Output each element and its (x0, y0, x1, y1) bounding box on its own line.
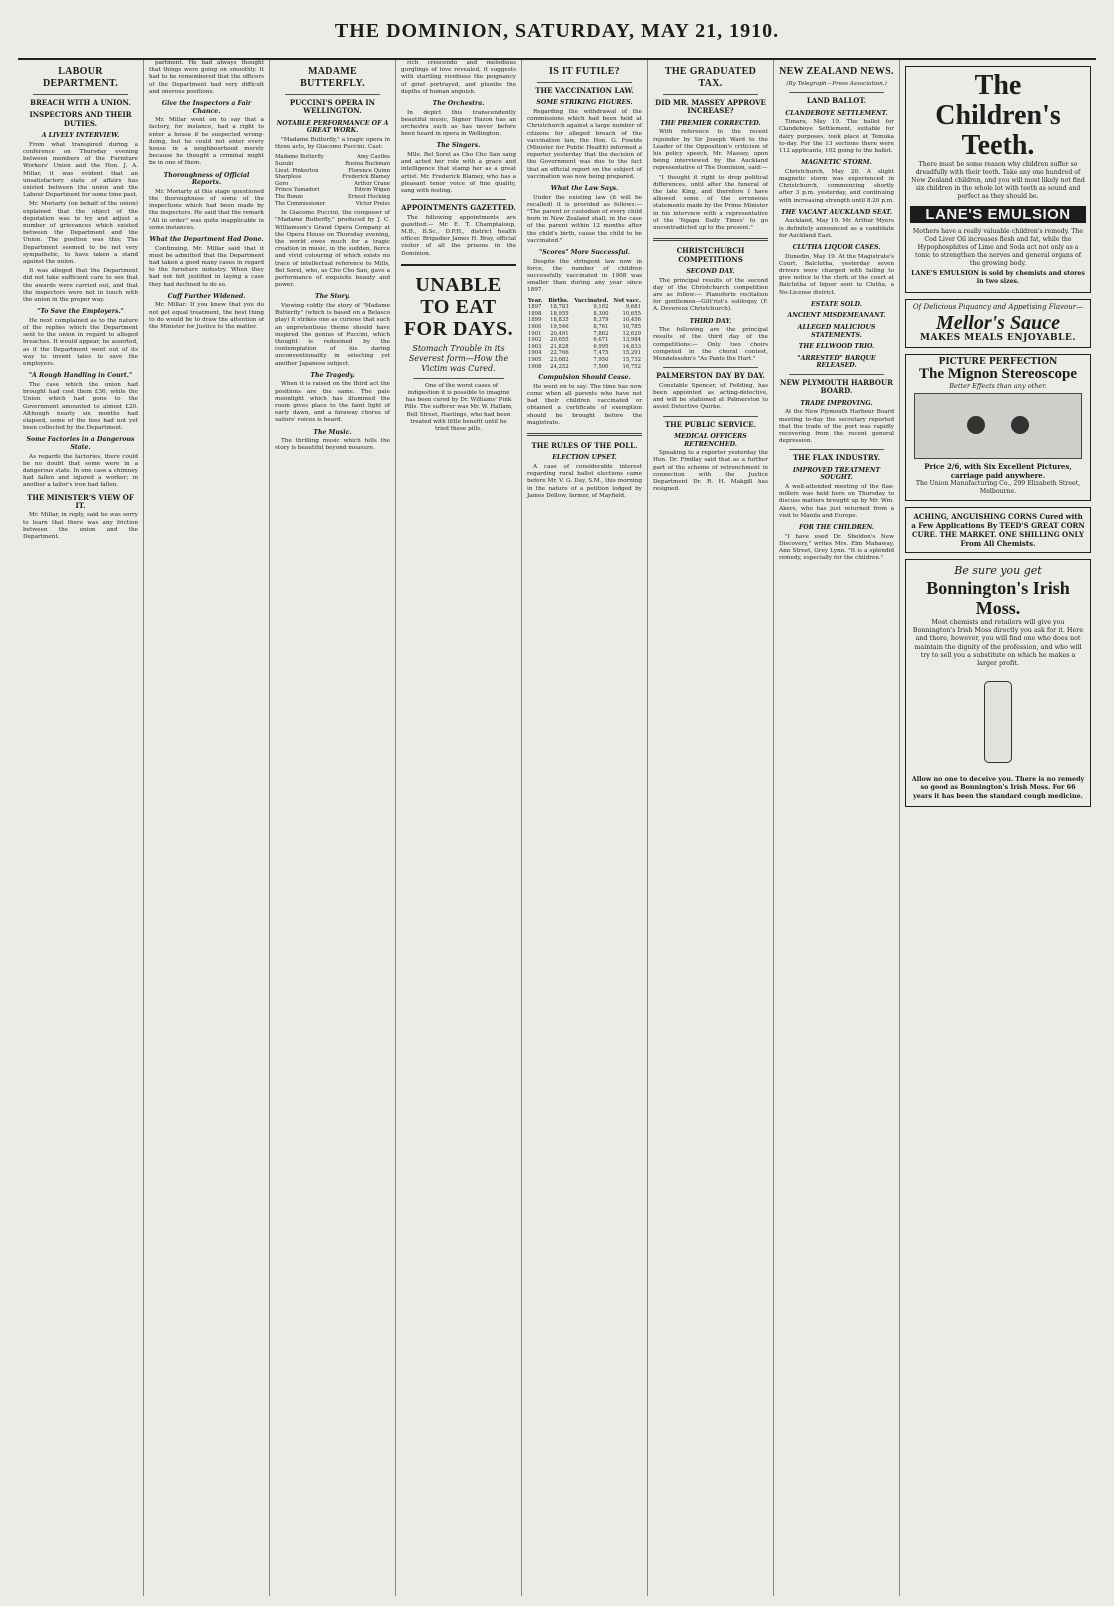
section-heading: LAND BALLOT. (806, 96, 867, 106)
table-cell: 14,833 (622, 343, 641, 350)
table-row (527, 311, 642, 318)
paragraph: A well-attended meeting of the flax-millers was held here on Thursday to discuss matters brought up by Mr. Wm. Akers, who has just returned from a visit to Manila and Europe. (779, 484, 894, 519)
cast-row: Goro Arthur Crane (275, 180, 390, 187)
paragraph: The thrilling music which tells the story is beautiful beyond measure. (275, 438, 390, 452)
table-row (527, 337, 642, 344)
paragraph: partment. He had always thought that things were going on smoothly. It had to be remembered that the officers of the Department had very difficult and onerous positions. (149, 60, 264, 95)
table-cell: 10,456 (622, 317, 641, 324)
table-cell: 1905 (528, 357, 542, 363)
headline-is-it-futile: IS IT FUTILE? (549, 66, 620, 77)
stereoscope-illustration (914, 393, 1082, 459)
table-cell: 24,252 (550, 363, 569, 370)
paragraph: Continuing, Mr. Millar said that it must be admitted that the Department had taken a good many cases in regard to the furniture industry. When they had not felt justified in laying a case they had declined to do so. (149, 245, 264, 288)
cast-row: The Commissioner Victor Preiss (275, 200, 390, 207)
byline: (By Telegraph—Press Association.) (786, 81, 887, 87)
ad-subhead: Stomach Trouble in its Severest form—How the Victim was Cured. (408, 343, 509, 373)
ad-headline: The Children's Teeth. (935, 70, 1061, 161)
lanes-emulsion-banner: LANE'S EMULSION (910, 206, 1086, 223)
paragraph: "Madame Butterfly," a tragic opera in three acts, by Giacomo Puccini. Cast: (275, 137, 390, 151)
section-heading: THE ELLWOOD TRIO. (798, 343, 875, 351)
table-cell: 10,655 (622, 310, 641, 317)
subhead: THE PREMIER CORRECTED. (660, 119, 761, 127)
advertisement-irish-moss (905, 559, 1091, 807)
bottle-illustration (916, 671, 1080, 771)
cast-row: Prince Yamadori Edwin Wigan (275, 187, 390, 194)
paragraph: A case of considerable interest regarding rural ballot elections came before Mr. V. G. Day, S.M., this morning in the nature of a petition lodged by James Dellow, farmer, of Mayfield. (527, 464, 642, 499)
table-cell: 20,491 (550, 330, 569, 337)
paragraph: As regards the factories, there could be no doubt that some were in a dangerous state. In one case a chimney had fallen and injured a worker; in another a tailor's iron had fallen. (23, 453, 138, 489)
divider (663, 367, 758, 368)
table-header-row: Year. Births. Vaccinated. Not vacc. (528, 297, 641, 304)
headline-graduated-tax: THE GRADUATED TAX. (664, 66, 757, 89)
section-heading: What the Law Says. (550, 185, 619, 193)
table-cell: 9,681 (625, 304, 641, 311)
ad-body: Mothers have a really valuable children's remedy. The Cod Liver Oil increases flesh and fat, while the Hypophosphites of Lime and Soda act not only as a tonic to strengthen the nerves and general organs of the growing body. (912, 228, 1084, 268)
subhead: THE VACCINATION LAW. (535, 86, 634, 95)
section-heading: FOR THE CHILDREN. (798, 524, 875, 532)
table-cell: 8,300 (593, 310, 609, 317)
paragraph: "I thought it right to drop political differences, until after the funeral of the late King, and therefore I have allowed some of the erroneous statements made by the Prime Minister in his interview with a representative of the 'Ngapu Daily Times' to go uncontradicted up to the present." (653, 174, 768, 232)
table-cell: 9,102 (593, 304, 609, 311)
section-heading: The Singers. (436, 142, 481, 150)
ad-brand: Bonnington's Irish Moss. (926, 578, 1070, 619)
section-heading: "A Rough Handling in Court." (28, 372, 133, 380)
section-heading: The Story. (315, 293, 350, 301)
headline-madame-butterfly: MADAME BUTTERFLY. (300, 66, 365, 89)
section-heading: CHRISTCHURCH COMPETITIONS (676, 246, 745, 264)
table-cell: 15,291 (622, 350, 641, 357)
paragraph: With reference to the recent rejoinder by Sir Joseph Ward to the Leader of the Opposition's criticism of his policy speech, Mr. Massey, upon being interviewed by the Auckland representative of The Dominion, said:— (653, 129, 768, 172)
table-cell: 7,862 (593, 330, 609, 337)
column-madame-butterfly (270, 60, 396, 1596)
ad-headline: UNABLE TO EAT FOR DAYS. (403, 273, 514, 340)
table-cell: 1904 (528, 350, 542, 357)
table-cell: 1902 (528, 337, 542, 344)
table-row (527, 344, 642, 351)
paragraph: When it is raised on the third act the positions are the same. The pale moonlight which has illumined the room gives place to the faint light of early dawn, and a faraway chorus of sailors' voices is heard. (275, 381, 390, 424)
table-row (527, 304, 642, 311)
table-cell: 18,955 (550, 310, 569, 317)
divider (33, 94, 128, 95)
table-cell: 15,732 (622, 357, 641, 363)
advertisement-corn-cure (905, 507, 1091, 553)
section-heading: CLUTHA LIQUOR CASES. (792, 244, 881, 252)
table-cell: 6,671 (593, 337, 609, 344)
table-cell: 7,950 (593, 357, 609, 363)
divider (789, 449, 884, 450)
subhead: TRADE IMPROVING. (800, 399, 873, 407)
divider (411, 199, 506, 200)
paragraph: Mr. Millar, in reply, said he was sorry to learn that there was any friction between the union and the Department. (23, 512, 138, 540)
divider (285, 94, 380, 95)
table-cell: 1899 (528, 317, 542, 324)
section-heading: ESTATE SOLD. (811, 300, 862, 308)
paragraph: Speaking to a reporter yesterday the Hon. Dr. Findlay said that as a further part of the scheme of retrenchment in connection with the Justice Department Dr. R. H. Makgill has resigned. (653, 450, 768, 493)
column-vaccination (522, 60, 648, 1596)
ad-brand: Mellor's Sauce (936, 312, 1060, 335)
section-heading: NEW PLYMOUTH HARBOUR BOARD. (780, 378, 893, 396)
paragraph: The following appointments are gazetted:— Mr. E. T. Champtaloup, M.B., B.Sc., D.P.H., district health officer. Brigadier James H. Bray, official visitor of all the prisons in the Dominion. (401, 214, 516, 257)
table-cell: 21,828 (550, 343, 569, 350)
section-heading: Thoroughness of Official Reports. (163, 171, 250, 187)
section-heading: The Music. (313, 428, 352, 436)
masthead (18, 4, 1096, 60)
table-cell: 1900 (528, 324, 542, 331)
lens-icon (1011, 416, 1029, 434)
subhead: THIRD DAY. (689, 317, 732, 325)
section-heading: MAGNETIC STORM. (801, 159, 872, 167)
section-heading: "Scores" More Successful. (538, 249, 631, 257)
table-cell: 12,629 (622, 330, 641, 337)
column-graduated-tax (648, 60, 774, 1596)
ad-brand: The Mignon Stereoscope (918, 365, 1078, 382)
cast-row: Lieut. Pinkerton Florence Quinn (275, 167, 390, 174)
cast-list (275, 154, 390, 207)
subhead: MEDICAL OFFICERS RETRENCHED. (674, 432, 747, 448)
divider (537, 82, 632, 83)
section-heading: THE RULES OF THE POLL. (531, 441, 638, 450)
paragraph: He went on to say: The time has now come when all parents who have not had their children vaccinated or obtained a certificate of exemption should be brought before the magistrate. (527, 383, 642, 426)
ad-tagline: Of Delicious Piquancy and Appetising Flavour— (912, 303, 1084, 312)
subhead: SOME STRIKING FIGURES. (536, 99, 633, 107)
table-cell: 8,761 (593, 324, 609, 331)
section-heading: THE PUBLIC SERVICE. (664, 419, 757, 429)
table-row (527, 364, 642, 371)
paragraph: Auckland, May 19. Mr. Arthur Myers is definitely announced as a candidate for Auckland East. (779, 218, 894, 239)
section-heading: What the Department Had Done. (149, 236, 264, 244)
ad-body: One of the worst cases of indigestion it is possible to imagine has been cured by Dr. Williams' Pink Pills. The sufferer was Mr. W. Hallam, Bell Street, Hastings, who had been treated with little benefit until he tried these pills. (404, 382, 513, 433)
section-heading: ALLEGED MALICIOUS STATEMENTS. (797, 324, 876, 339)
table-cell: 22,766 (550, 350, 569, 357)
advertisement-stereoscope (905, 354, 1091, 501)
paragraph: Mlle. Bel Sorel as Cho Cho San sang and acted her role with a grace and intelligence that stamp her as a great artist. Mr. Frederick Blamey, who has a pleasant tenor voice of fine quality, sang with feeling. (401, 152, 516, 195)
section-heading: The Tragedy. (310, 371, 355, 379)
section-heading: THE FLAX INDUSTRY. (792, 453, 881, 463)
paragraph: Mr. Millar: If you knew that you do not get equal treatment, the best thing to do would be to draw the attention of the Minister for Justice to the matter. (149, 302, 264, 331)
table-cell: 19,546 (550, 324, 569, 331)
divider (527, 433, 642, 436)
column-new-zealand-news (774, 60, 900, 1596)
section-heading: The Orchestra. (432, 100, 485, 108)
column-labour-continued (144, 60, 270, 1596)
advertisement-unable-to-eat (401, 264, 516, 443)
ad-body: There must be some reason why children suffer so dreadfully with their teeth. Take any one hundred of New Zealand children, and you will most likely not find six children in the whole lot with teeth as sound and perfect as they should be. (911, 161, 1085, 200)
table-row (527, 331, 642, 338)
advertisement-mellors-sauce (905, 299, 1091, 347)
divider (413, 378, 504, 379)
paragraph: Timaru, May 19. The ballot for Clandeboye Settlement, suitable for dairy purposes, took place at Temuka to-day. For the 13 sections there were 112 applicants, 102 going to the ballot. (779, 119, 894, 155)
paragraph: He next complained as to the nature of the replies which the Department sent to the union in regard to alleged breaches. It would appear, he asserted, as if the Department went out of its way to invent tales to save the employers. (23, 317, 138, 368)
table-cell: 18,835 (550, 317, 569, 324)
paragraph: Despite the stringent law now in force, the number of children successfully vaccinated in 1908 was smaller than during any year since 1897. (527, 258, 642, 294)
subhead: PUCCINI'S OPERA IN WELLINGTON. (289, 98, 376, 116)
cast-row: Suzuki Rosina Buckman (275, 161, 390, 167)
ad-price: Price 2/6, with Six Excellent Pictures, carriage paid anywhere. (924, 462, 1072, 481)
paragraph: Under the existing law (it will be recalled) it is provided as follows:— "The parent or custodian of every child born in New Zealand shall, in the case of the parent within 12 months after the child's birth, cause the child to be vaccinated." (527, 194, 642, 244)
paragraph: Mr. Moriarty at this stage questioned the thoroughness of some of the inspections which had been made by the inspectors. He said that the remark "All in order" was quite inapplicable in some instances. (149, 188, 264, 231)
table-cell: 1908 (528, 363, 542, 370)
paragraph: From what transpired during a conference on Thursday evening between members of the Furniture Workers' Union and the Hon. J. A. Millar, it was evident that an unsatisfactory state of affairs has existed between the union and the Labour Department for some time past. (23, 141, 138, 199)
table-cell: 13,984 (622, 337, 641, 344)
column-labour-department (18, 60, 144, 1596)
table-row (527, 350, 642, 357)
lens-icon (967, 416, 985, 434)
table-cell: 20,655 (550, 337, 569, 344)
ad-subhead: Better Effects than any other. (949, 381, 1047, 390)
table-cell: 23,682 (550, 357, 569, 363)
paragraph: Mr. Millar went on to say that a factory, for instance, had a right to enter a house if he suspected wrong-doing, but he could not enter every house in a neighbourhood merely because he thought a criminal might be in one of them. (149, 117, 264, 167)
headline-labour-department: LABOUR DEPARTMENT. (42, 66, 119, 89)
table-cell: 6,995 (593, 343, 609, 350)
column-butterfly-continued (396, 60, 522, 1596)
cast-row: The Bonze Ernest Hocking (275, 193, 390, 200)
divider (663, 416, 758, 417)
divider (653, 238, 768, 241)
paragraph: It was alleged that the Department did not take sufficient care to see that the awards were carried out, and that the inspectors were not in touch with the union in the proper way. (23, 268, 138, 304)
ad-tag: MAKES MEALS ENJOYABLE. (920, 333, 1076, 344)
section-heading: "To Save the Employers." (37, 308, 124, 316)
paragraph: At the New Plymouth Harbour Board meeting to-day the secretary reported that the trade of the port was rapidly recovering from the recent general depression. (779, 409, 894, 445)
table-cell: 18,783 (550, 304, 569, 311)
subhead: DID MR. MASSEY APPROVE INCREASE? (655, 98, 766, 116)
headline-new-zealand-news: NEW ZEALAND NEWS. (779, 66, 894, 77)
paragraph: Christchurch, May 20. A slight magnetic storm was experienced in Christchurch, commencing shortly after 3 p.m. yesterday, and continuing with increasing strength until 8.20 p.m. (779, 168, 894, 204)
section-heading: "ARRESTED" BARQUE RELEASED. (797, 354, 876, 370)
ad-maker: The Union Manufacturing Co., 299 Elizabeth Street, Melbourne. (915, 480, 1081, 496)
section-heading: Give the Inspectors a Fair Chance. (161, 100, 252, 115)
table-cell: 10,785 (622, 324, 641, 331)
subhead: BREACH WITH A UNION. (30, 98, 131, 107)
vaccination-table (527, 298, 642, 371)
subhead: CLANDEBOYE SETTLEMENT. (785, 109, 888, 117)
table-row (527, 317, 642, 324)
table-cell: 1898 (528, 310, 542, 317)
subhead: NOTABLE PERFORMANCE OF A GREAT WORK. (276, 119, 389, 135)
table-row (527, 324, 642, 331)
table-cell: 7,475 (593, 350, 609, 357)
ad-tagline: Be sure you get (954, 564, 1042, 578)
column-advertisements (900, 60, 1096, 1596)
section-heading: Some Factories in a Dangerous State. (26, 436, 135, 451)
table-cell: 7,500 (593, 363, 609, 370)
subhead: SECOND DAY. (686, 268, 735, 276)
bottle-icon (984, 681, 1012, 763)
section-heading: THE MINISTER'S VIEW OF IT. (27, 492, 134, 510)
paragraph: Regarding the withdrawal of the commissions which had been held at Christchurch against a large number of citizens for alleged breach of the vaccination law, the Hon. G. Fowlds (Minister for Public Health) informed a reporter yesterday that the decision of the Government was due to the fact that an official report on the subject of vaccination was now being prepared. (527, 109, 642, 180)
divider (663, 94, 758, 95)
paragraph: rich crescendo and melodious gurglings of love revealed, it suggests with startling vividness the poignancy of grief portrayed, and plumbs the depths of human anguish. (401, 60, 516, 95)
paragraph: The case which the union had brought had cost them £36, while the Union which had gone to the Government amounted to almost £20. Although nearly six months had elapsed, some of the fees had not yet been collected by the Department. (23, 381, 138, 432)
section-heading: ANCIENT MISDEMEANANT. (787, 312, 886, 320)
section-heading: Compulsion Should Cease. (538, 374, 631, 382)
cast-row: Madame Butterfly Amy Castles (275, 154, 390, 161)
subhead: ELECTION UPSET. (552, 454, 617, 462)
section-heading: APPOINTMENTS GAZETTED. (401, 203, 516, 213)
section-heading: Cuff Further Widened. (167, 292, 246, 300)
ad-body: ACHING, ANGUISHING CORNS Cured with a Few Applications By TEED'S GREAT CORN CURE. THE MARKET. ONE SHILLING ONLY From All Chemists. (911, 512, 1085, 549)
table-cell: 8,379 (593, 317, 609, 324)
newspaper-page (18, 60, 1096, 1596)
advertisement-childrens-teeth (905, 66, 1091, 293)
table-cell: 16,752 (622, 363, 641, 370)
table-cell: 1903 (528, 343, 542, 350)
section-heading: THE VACANT AUCKLAND SEAT. (780, 208, 892, 216)
newspaper-title: THE DOMINION, SATURDAY, MAY 21, 1910. (334, 20, 780, 42)
cast-row: Sharpless Frederick Blamey (275, 174, 390, 181)
table-row (527, 357, 642, 364)
ad-body: Most chemists and retailers will give you Bonnington's Irish Moss directly you ask for it. Here and there, however, you will find one who does not maintain the dignity of the profession, and who will try to sell you a substitute on which he makes a larger profit. (912, 618, 1084, 668)
paragraph: Constable Spencer, of Feilding, has been appointed as acting-detective, and will be stationed at Palmerston to assist Detective Quirke. (653, 382, 768, 411)
table-cell: 1897 (528, 304, 542, 311)
ad-footer: Allow no one to deceive you. There is no remedy so good as Bonnington's Irish Moss. For 66 years it has been the standard cough medicine. (911, 775, 1085, 800)
paragraph: Mr. Moriarty (on behalf of the union) explained that the object of the deputation was to try and adjust a number of grievances which existed between the Department and the Union. The position was this: The Department seemed to be not very sympathetic, to have taken a stand against the union. (23, 201, 138, 266)
section-heading: PALMERSTON DAY BY DAY. (656, 371, 765, 381)
divider (789, 374, 884, 375)
paragraph: Viewing coldly the story of "Madame Butterfly" (which is based on a Belasco play) it strikes one as curious that such an unpretentious theme should have inspired the genius of Puccini, which thought is redeemed by the contemplation of his daring unconventionality in selecting yet another Japanese subject. (275, 302, 390, 367)
paragraph: The principal results of the second day of the Christchurch competition are as follow:— Pianoforte recitation for gentlemen—Gilt'rist's soliloquy (F. A. Devereux Christchurch). (653, 277, 768, 313)
subhead: A LIVELY INTERVIEW. (41, 132, 120, 140)
ad-footer: LANE'S EMULSION is sold by chemists and stores in two sizes. (911, 270, 1085, 286)
table-cell: 1901 (528, 330, 542, 337)
subhead: IMPROVED TREATMENT SOUGHT. (792, 466, 881, 482)
paragraph: "I have used Dr. Sheldon's New Discovery," writes Mrs. Elm Mahaway, Ann Street, Grey Lynn. "It is a splendid remedy, especially for the children." (779, 533, 894, 562)
table-body (527, 304, 642, 370)
paragraph: In Giacomo Puccini, the composer of "Madame Butterfly," produced by J. C. Williamson's Grand Opera Company at the Opera House on Thursday evening, the world owes much for a tragic creation in music, in the sudden, fierce and vivid colouring of which exists no trace of intellectual reference to Mills, Bel Sorel, who, as Cho Cho San, gave a performance of exquisite beauty and power. (275, 210, 390, 289)
ad-tagline: PICTURE PERFECTION (938, 356, 1058, 367)
paragraph: In depict this transcendently beautiful music, Signor Hazon has an orchestra such as has never before been heard in opera in Wellington. (401, 109, 516, 138)
paragraph: Dunedin, May 19. At the Magistrate's Court, Balclutha, yesterday seven drivers were charged with failing to give notice to the clerk of the court at Balclutha of liquor sent to Clutha, a No-License district. (779, 253, 894, 296)
divider (789, 92, 884, 93)
subhead: INSPECTORS AND THEIR DUTIES. (29, 110, 132, 128)
paragraph: The following are the principal results of the third day of the competitions:— Only two choirs competed in the choral contest, Mendelssohn's "As Pants the Hart." (653, 327, 768, 363)
